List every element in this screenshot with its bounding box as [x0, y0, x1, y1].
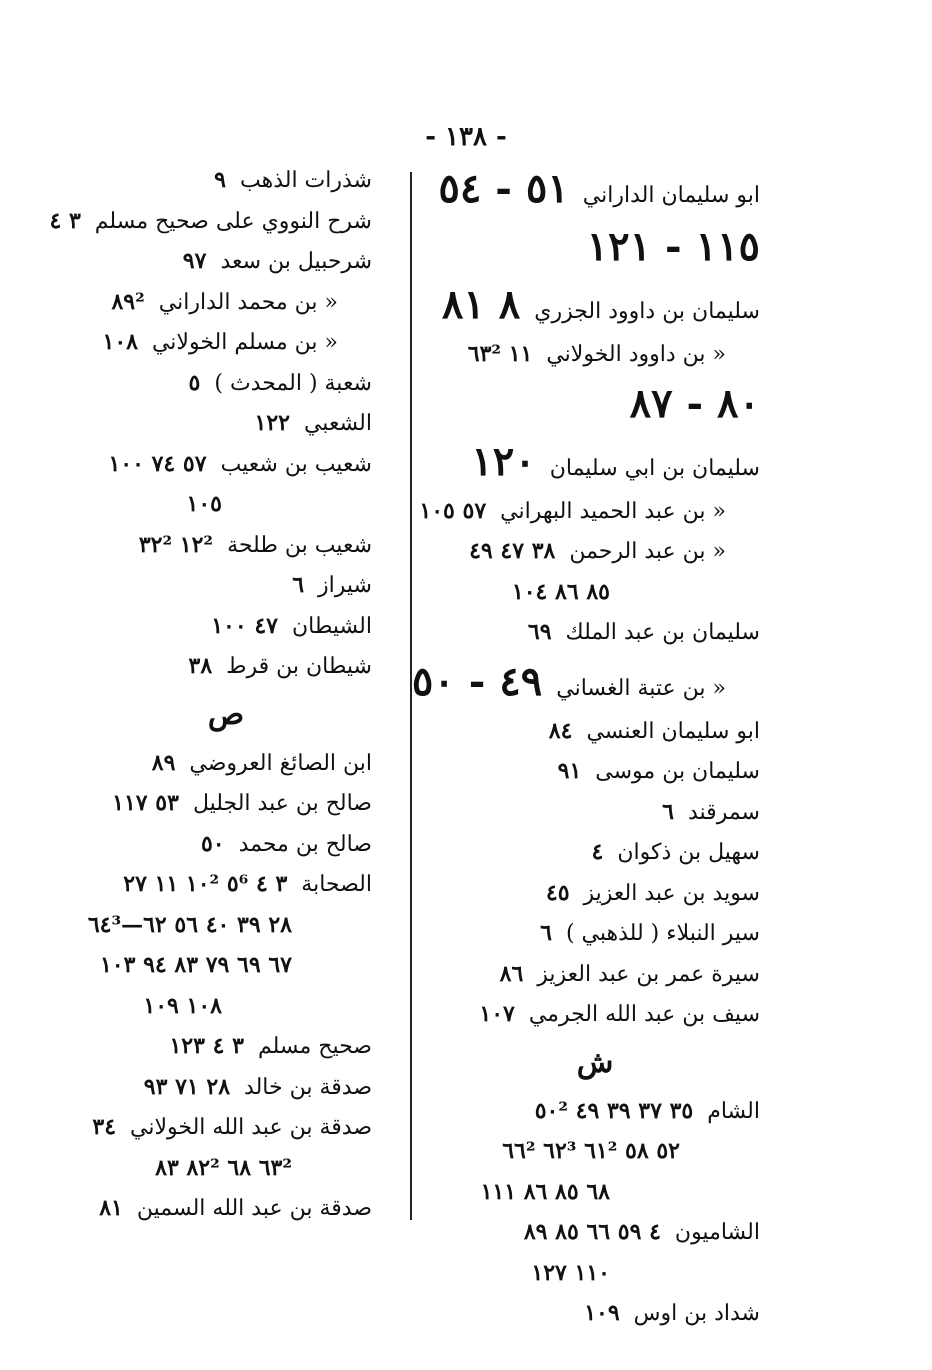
entry-page-refs: ٩١: [557, 758, 582, 784]
section-heading: [80, 687, 372, 743]
entry-page-refs: ٤٩ - ٥٠: [411, 657, 543, 705]
entry-name: سليمان بن ابي سليمان: [549, 455, 760, 481]
entry-name: صالح بن محمد: [238, 831, 372, 857]
index-entry: [430, 375, 760, 433]
entry-page-refs: ٩٧: [182, 248, 207, 274]
index-entry: [80, 1026, 372, 1067]
entry-name: صدقة بن عبد الله السمين: [136, 1196, 372, 1221]
entry-page-refs: ٣ ٤ ٥⁶ ١٠² ١١ ٢٧: [123, 871, 288, 897]
entry-page-refs: ٨ ٨١: [441, 281, 521, 328]
entry-page-refs: ٣ ٤ ١٢٣: [169, 1033, 244, 1059]
entry-page-refs: ٦٩: [527, 619, 552, 645]
index-entry: [80, 743, 372, 784]
entry-name: سيرة عمر بن عبد العزيز: [537, 961, 760, 987]
index-entry: [430, 994, 760, 1035]
entry-name: الشعبي: [303, 411, 372, 436]
entry-name: ص: [207, 696, 245, 732]
entry-page-refs: ٥١ - ٥٤: [438, 165, 569, 212]
entry-name: شداد بن اوس: [633, 1301, 760, 1326]
index-entry: [80, 1188, 372, 1229]
index-entry: [80, 1067, 372, 1108]
entry-page-refs: ٣٨: [188, 653, 213, 679]
index-entry: [80, 282, 372, 323]
entry-page-refs: ١٠٧: [479, 1001, 515, 1027]
entry-name: سير النبلاء ( للذهبي ): [565, 921, 760, 946]
index-entry: [80, 606, 372, 647]
entry-name: « بن عبد الرحمن: [569, 539, 726, 564]
index-entry: [80, 945, 372, 986]
index-entry: [80, 160, 372, 201]
entry-page-refs: ٥٣ ١١٧: [112, 790, 179, 816]
index-entry: [49, 201, 372, 242]
entry-name: صالح بن عبد الجليل: [192, 791, 372, 816]
entry-name: سمرقند: [688, 799, 760, 825]
index-entry: [80, 565, 372, 606]
page-number: - ١٣٨ -: [425, 122, 507, 152]
entry-name: « بن داوود الخولاني: [546, 342, 726, 367]
entry-page-refs: ٦: [540, 920, 552, 946]
index-entry: [411, 653, 760, 711]
index-entry: [80, 363, 372, 404]
index-entry: [430, 711, 760, 752]
entry-page-refs: ٦٨ ٨٥ ٨٦ ١١١: [480, 1178, 610, 1205]
entry-name: صحيح مسلم: [257, 1034, 372, 1059]
entry-name: سليمان بن داوود الجزري: [534, 299, 760, 324]
entry-page-refs: ١١٥ - ١٢١: [586, 223, 760, 270]
entry-name: « بن عتبة الغساني: [556, 675, 726, 701]
entry-page-refs: ٦: [662, 798, 674, 825]
index-entry: [80, 864, 372, 905]
index-entry: [430, 792, 760, 833]
entry-page-refs: ٨١: [99, 1195, 123, 1221]
entry-page-refs: ١٠٩: [584, 1300, 620, 1326]
entry-page-refs: ٨٤: [548, 717, 573, 744]
index-entry: [80, 986, 372, 1027]
entry-name: ابن الصائغ العروضي: [189, 750, 372, 776]
index-entry: [80, 646, 372, 687]
index-entry: [430, 612, 760, 653]
entry-name: شعبة ( المحدث ): [214, 370, 372, 396]
entry-name: الشيطان: [292, 613, 372, 639]
entry-name: شذرات الذهب: [240, 168, 372, 193]
entry-page-refs: ١١ ٦٣²: [467, 341, 533, 367]
index-entry: [80, 241, 372, 282]
entry-page-refs: ٢٨ ٣٩ ٤٠ ٥٦ ٦٢—٦٤³: [87, 911, 292, 938]
entry-name: سليمان بن عبد الملك: [565, 620, 760, 645]
entry-page-refs: ٨٠ - ٨٧: [629, 379, 760, 427]
entry-page-refs: ٨٩²: [111, 288, 145, 315]
entry-name: شيطان بن قرط: [226, 654, 372, 679]
index-entry: [430, 160, 760, 218]
entry-page-refs: ٦٧ ٦٩ ٧٩ ٨٣ ٩٤ ١٠٣: [99, 952, 292, 978]
entry-name: شرح النووي على صحيح مسلم: [94, 208, 372, 234]
section-heading: [430, 1035, 760, 1091]
index-entry: [430, 873, 760, 914]
entry-page-refs: ٢٨ ٧١ ٩٣: [143, 1073, 231, 1100]
index-entry: [430, 751, 760, 792]
entry-page-refs: ١٠٨ ١٠٩: [143, 992, 222, 1019]
entry-page-refs: ٥٢ ٥٨ ٦١² ٦٢³ ٦٦²: [502, 1138, 680, 1164]
entry-name: ابو سليمان الداراني: [582, 183, 760, 208]
entry-name: سليمان بن موسى: [595, 759, 760, 784]
index-entry: [80, 444, 372, 485]
index-entry: [430, 276, 760, 334]
index-entry: [430, 572, 760, 613]
entry-name: ش: [576, 1044, 614, 1080]
index-entry: [419, 491, 760, 532]
entry-page-refs: ١٢٢: [254, 410, 290, 436]
entry-page-refs: ٨٥ ٨٦ ١٠٤: [511, 578, 610, 605]
entry-page-refs: ١٢² ٣٢²: [138, 531, 214, 558]
index-entry: [80, 525, 372, 566]
index-entry: [430, 832, 760, 873]
entry-name: « بن عبد الحميد البهراني: [500, 498, 726, 524]
entry-page-refs: ٤ ٥٩ ٦٦ ٨٥ ٨٩: [523, 1219, 661, 1245]
entry-name: « بن محمد الداراني: [158, 289, 338, 315]
index-entry: [80, 1148, 372, 1189]
index-entry: [430, 1293, 760, 1334]
right-index-column: [411, 160, 760, 1334]
index-entry: [430, 1212, 760, 1253]
entry-page-refs: ٣٥ ٣٧ ٣٩ ٤٩ ٥٠²: [534, 1097, 694, 1124]
entry-name: سويد بن عبد العزيز: [583, 880, 760, 906]
index-entry: [430, 334, 760, 375]
entry-name: سيف بن عبد الله الجرمي: [528, 1002, 760, 1027]
entry-page-refs: ٤: [591, 839, 604, 865]
entry-page-refs: ٥: [188, 369, 201, 396]
entry-name: شيراز: [318, 573, 372, 598]
entry-page-refs: ٨٦: [499, 960, 524, 987]
entry-page-refs: ٦٣² ٦٨ ٨٢² ٨٣: [155, 1154, 292, 1181]
index-entry: [80, 905, 372, 946]
index-entry: [430, 1091, 760, 1132]
entry-page-refs: ٣ ٤: [49, 207, 81, 234]
entry-name: الشاميون: [674, 1220, 760, 1245]
entry-page-refs: ٩: [214, 167, 226, 193]
entry-page-refs: ٥٧ ٧٤ ١٠٠: [108, 450, 207, 477]
entry-page-refs: ١١٠ ١٢٧: [531, 1259, 610, 1286]
entry-page-refs: ٦: [292, 572, 305, 598]
entry-name: شرحبيل بن سعد: [220, 249, 372, 274]
index-entry: [430, 531, 760, 572]
entry-page-refs: ١٢٠: [471, 437, 536, 485]
index-entry: [80, 484, 372, 525]
index-entry: [80, 824, 372, 865]
index-entry: [430, 433, 760, 491]
entry-name: ابو سليمان العنسي: [586, 718, 760, 744]
entry-page-refs: ١٠٥: [186, 491, 222, 517]
index-entry: [80, 322, 372, 363]
index-entry: [430, 1172, 760, 1213]
index-entry: [80, 1107, 372, 1148]
entry-page-refs: ٥٠: [200, 830, 225, 857]
entry-page-refs: ٤٥: [545, 879, 570, 906]
entry-name: الصحابة: [301, 872, 372, 897]
entry-name: شعيب بن شعيب: [220, 451, 372, 477]
entry-name: سهيل بن ذكوان: [617, 840, 760, 865]
index-entry: [80, 403, 372, 444]
entry-page-refs: ٨٩: [151, 749, 176, 776]
entry-name: « بن مسلم الخولاني: [151, 330, 338, 355]
entry-page-refs: ٤٧ ١٠٠: [211, 612, 278, 639]
index-entry: [430, 218, 760, 276]
index-entry: [430, 954, 760, 995]
index-entry: [430, 1131, 760, 1172]
index-entry: [430, 1253, 760, 1294]
entry-page-refs: ٣٨ ٤٧ ٤٩: [469, 538, 556, 564]
index-entry: [80, 783, 372, 824]
entry-name: صدقة بن عبد الله الخولاني: [130, 1115, 372, 1140]
left-index-column: [49, 160, 372, 1229]
entry-name: الشام: [707, 1098, 760, 1124]
index-entry: [430, 913, 760, 954]
entry-name: شعيب بن طلحة: [227, 532, 372, 558]
entry-page-refs: ١٠٨: [102, 329, 138, 355]
entry-page-refs: ٥٧ ١٠٥: [419, 497, 487, 524]
entry-page-refs: ٣٤: [92, 1114, 117, 1140]
entry-name: صدقة بن خالد: [244, 1074, 372, 1100]
